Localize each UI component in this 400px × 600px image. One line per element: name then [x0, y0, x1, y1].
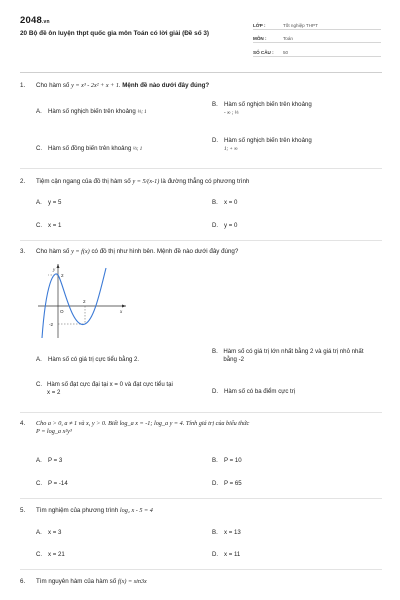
option-letter: D. [212, 388, 219, 395]
option-letter: B. [212, 199, 218, 206]
stem-text: Tìm nguyên hàm của hàm số [36, 578, 117, 585]
meta-value: Tốt nghiệp THPT [283, 22, 318, 28]
question-5 [20, 507, 382, 515]
logo-text: 2048 [20, 15, 42, 26]
stem-text: có đồ thị như hình bên. Mệnh đề nào dưới đây đúng? [91, 248, 239, 255]
option-text: Hàm số nghịch biến trên khoảng [48, 108, 136, 115]
x-axis-label: x [120, 310, 123, 315]
question-number: 4. [20, 420, 26, 427]
option-letter: C. [36, 551, 43, 558]
option-letter: B. [212, 529, 218, 536]
option-c[interactable] [36, 551, 65, 559]
option-text: P = 65 [224, 480, 242, 487]
question-number: 3. [20, 248, 26, 255]
tick-label-y2: 2 [61, 273, 64, 278]
header-divider [20, 72, 382, 73]
question-divider [20, 569, 382, 570]
option-text: x = 11 [224, 551, 241, 558]
option-text: x = 1 [48, 222, 62, 229]
meta-value: 50 [283, 49, 289, 55]
option-text: x = 0 [224, 199, 238, 206]
option-math: 1; + ∞ [224, 147, 238, 153]
option-letter: C. [36, 145, 43, 152]
question-6 [20, 578, 382, 586]
option-letter: D. [212, 551, 219, 558]
exam-meta-table [253, 16, 381, 57]
option-letter: C. [36, 222, 43, 229]
option-d[interactable] [212, 388, 377, 396]
option-text: Hàm số đồng biến trên khoảng [48, 145, 132, 152]
stem-math: y = x³ - 2x² + x + 1. [71, 82, 121, 89]
stem-math: y = 5/(x-1) [132, 178, 160, 185]
option-letter: C. [36, 480, 43, 487]
document-title: 20 Bộ đề ôn luyện thpt quốc gia môn Toán có lời giải (Đề số 3) [20, 30, 210, 37]
option-text: Hàm số đạt cực đại tại x = 0 và đạt cực tiểu tại x = 2 [46, 381, 173, 397]
stem-text: Cho hàm số [36, 82, 70, 89]
option-text: Hàm số nghịch biến trên khoảng [224, 101, 312, 108]
question-stem [20, 420, 382, 436]
question-4 [20, 420, 382, 436]
question-stem [20, 578, 382, 586]
question-3 [20, 248, 382, 256]
option-letter: D. [212, 480, 219, 487]
option-text: x = 3 [48, 529, 62, 536]
option-a[interactable] [36, 356, 206, 364]
y-axis-label: y [53, 268, 56, 273]
option-d[interactable] [212, 222, 237, 230]
question-2 [20, 178, 382, 186]
option-c[interactable] [36, 381, 176, 397]
option-letter: A. [36, 108, 42, 115]
option-b[interactable] [212, 457, 242, 465]
stem-math: y = f(x) [71, 248, 90, 255]
question-number: 2. [20, 178, 26, 185]
meta-row-count [253, 43, 381, 57]
question-divider [20, 168, 382, 169]
question-number: 5. [20, 507, 26, 514]
option-c[interactable] [36, 222, 61, 230]
question-number: 1. [20, 82, 26, 89]
question-stem [20, 507, 382, 515]
question-stem [20, 82, 382, 90]
option-text: x = 21 [48, 551, 65, 558]
option-text: y = 0 [224, 222, 238, 229]
option-letter: B. [212, 457, 218, 464]
option-c[interactable] [36, 480, 68, 488]
tick-label-ym2: -2 [49, 322, 54, 327]
option-text: y = 5 [48, 199, 62, 206]
option-text: P = 3 [48, 457, 63, 464]
option-c[interactable] [36, 145, 206, 154]
question-1 [20, 82, 382, 90]
option-d[interactable] [212, 480, 242, 488]
option-b[interactable] [212, 529, 241, 537]
option-text: P = 10 [224, 457, 242, 464]
option-a[interactable] [36, 529, 61, 537]
option-math: ⅓; 1 [133, 147, 143, 152]
stem-math: log₂ x - 5 = 4 [119, 507, 153, 514]
option-text: Hàm số có giá trị cực tiểu bằng 2. [48, 356, 140, 363]
function-graph [36, 262, 128, 340]
meta-key: LỚP : [253, 22, 266, 28]
option-math: ⅓; 1 [137, 110, 147, 115]
option-text: P = -14 [48, 480, 68, 487]
meta-row-class [253, 16, 381, 30]
meta-key: SỐ CÂU : [253, 49, 274, 55]
function-curve [42, 268, 106, 338]
option-letter: A. [36, 529, 42, 536]
question-stem [20, 178, 382, 186]
option-math: - ∞ ; ⅓ [224, 111, 239, 117]
question-divider [20, 240, 382, 241]
option-text: Hàm số có ba điểm cực trị [224, 388, 296, 395]
meta-row-subject [253, 30, 381, 44]
logo-suffix: .vn [41, 19, 50, 25]
y-axis-arrow [57, 264, 60, 268]
question-number: 6. [20, 578, 26, 585]
site-logo[interactable] [20, 15, 50, 27]
question-divider [20, 412, 382, 413]
meta-value: Toán [283, 36, 293, 42]
exam-header [0, 0, 400, 70]
option-letter: A. [36, 356, 42, 363]
option-text: x = 13 [224, 529, 241, 536]
x-axis-arrow [122, 305, 126, 308]
option-b[interactable] [212, 199, 237, 207]
option-text: Hàm số nghịch biến trên khoảng [224, 137, 312, 144]
question-stem [20, 248, 382, 256]
option-b[interactable] [212, 348, 377, 364]
option-letter: D. [212, 222, 219, 229]
stem-math: f(x) = sin3x [117, 578, 147, 585]
stem-math: P = log_a x²y³ [36, 427, 72, 435]
option-d[interactable] [212, 551, 240, 559]
stem-text: là đường thẳng có phương trình [161, 178, 250, 185]
stem-text: Tìm nghiệm của phương trình [36, 507, 119, 514]
option-a[interactable] [36, 199, 61, 207]
meta-key: MÔN : [253, 36, 267, 42]
option-letter: B. [212, 348, 218, 355]
option-letter: B. [212, 101, 218, 108]
option-letter: A. [36, 457, 42, 464]
option-d[interactable] [212, 137, 372, 154]
tick-label-x2: 2 [83, 299, 86, 304]
option-a[interactable] [36, 108, 206, 117]
option-letter: C. [36, 381, 43, 388]
question-divider [20, 498, 382, 499]
option-a[interactable] [36, 457, 62, 465]
stem-text: Tiệm cận ngang của đồ thị hàm số [36, 178, 131, 185]
option-text: Hàm số có giá trị lớn nhất bằng 2 và giá trị nhỏ nhất bằng -2 [223, 348, 364, 364]
stem-text: Mệnh đề nào dưới đây đúng? [122, 82, 210, 89]
stem-text: Cho a > 0, a ≠ 1 và x, y > 0. Biết log_a x = -1; log_a y = 4. Tính giá trị của biểu thức [36, 420, 250, 427]
option-letter: A. [36, 199, 42, 206]
origin-label: O [60, 309, 64, 314]
stem-text: Cho hàm số [36, 248, 70, 255]
option-b[interactable] [212, 101, 372, 118]
option-letter: D. [212, 137, 219, 144]
